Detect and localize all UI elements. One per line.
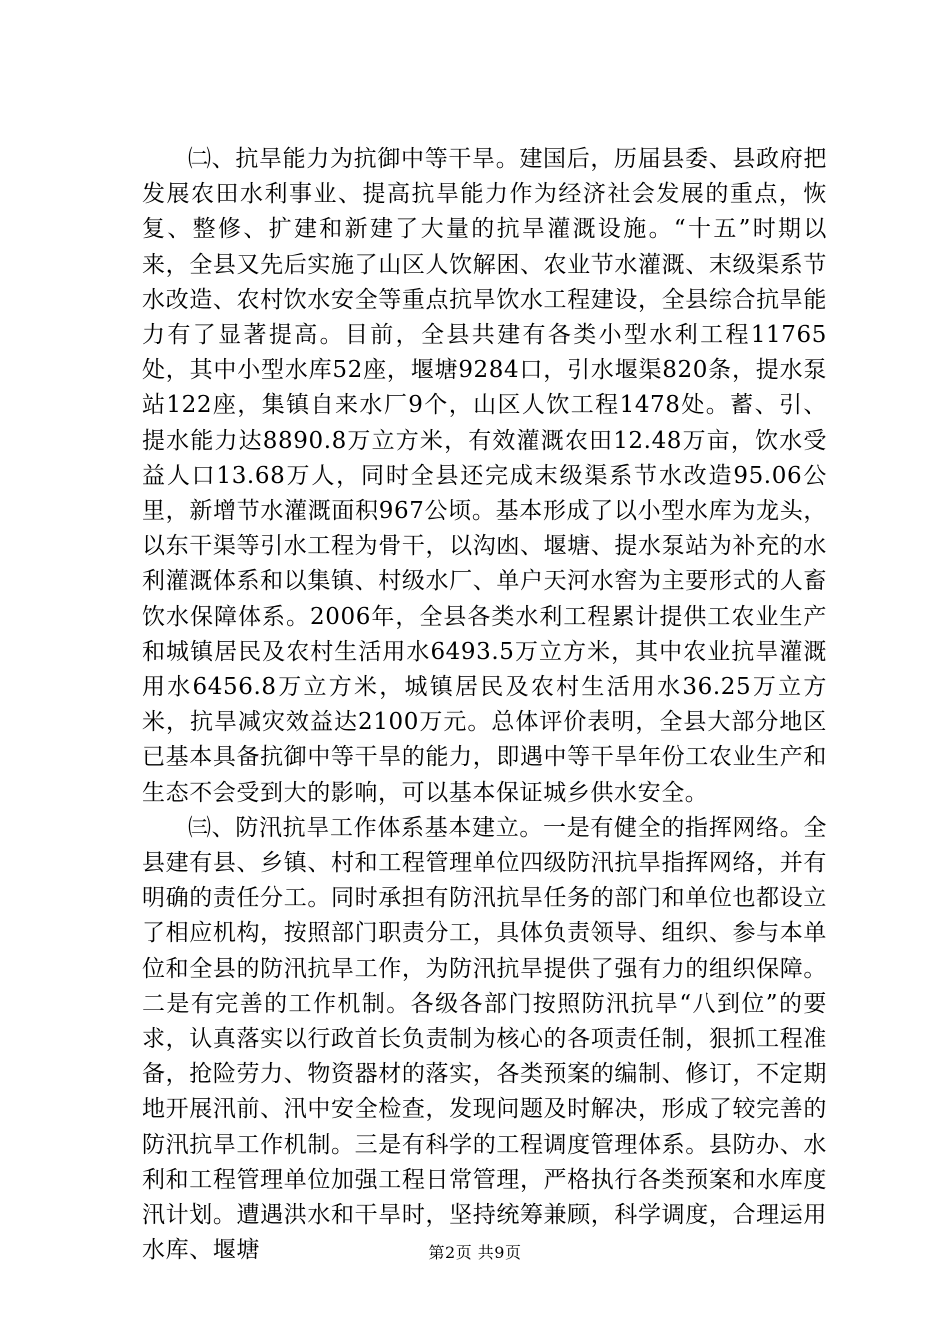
paragraph-flood-control-system: ㈢、防汛抗旱工作体系基本建立。一是有健全的指挥网络。全县建有县、乡镇、村和工程管理单位四级防汛抗旱指挥网络，并有明确的责任分工。同时承担有防汛抗旱任务的部门和单位也都设立了相应机构，按照部门职责分工，具体负责领导、组织、参与本单位和全县的防汛抗旱工作，为防汛抗旱提供了强有力的组织保障。二是有完善的工作机制。各级各部门按照防汛抗旱“八到位”的要求，认真落实以行政首长负责制为核心的各项责任制，狠抓工程准备，抢险劳力、物资器材的落实，各类预案的编制、修订，不定期地开展汛前、汛中安全检查，发现问题及时解决，形成了较完善的防汛抗旱工作机制。三是有科学的工程调度管理体系。县防办、水利和工程管理单位加强工程日常管理，严格执行各类预案和水库度汛计划。遭遇洪水和干旱时，坚持统筹兼顾，科学调度，合理运用水库、堰塘: [142, 814, 827, 1264]
document-body: [142, 142, 827, 1269]
paragraph-drought-capacity: ㈡、抗旱能力为抗御中等干旱。建国后，历届县委、县政府把发展农田水利事业、提高抗旱能力作为经济社会发展的重点，恢复、整修、扩建和新建了大量的抗旱灌溉设施。“十五”时期以来，全县又先后实施了山区人饮解困、农业节水灌溉、末级渠系节水改造、农村饮水安全等重点抗旱饮水工程建设，全县综合抗旱能力有了显著提高。目前，全县共建有各类小型水利工程11765处，其中小型水库52座，堰塘9284口，引水堰渠820条，提水泵站122座，集镇自来水厂9个，山区人饮工程1478处。蓄、引、提水能力达8890.8万立方米，有效灌溉农田12.48万亩，饮水受益人口13.68万人，同时全县还完成末级渠系节水改造95.06公里，新增节水灌溉面积967公顷。基本形成了以小型水库为龙头，以东干渠等引水工程为骨干，以沟凼、堰塘、提水泵站为补充的水利灌溉体系和以集镇、村级水厂、单户天河水窖为主要形式的人畜饮水保障体系。2006年，全县各类水利工程累计提供工农业生产和城镇居民及农村生活用水6493.5万立方米，其中农业抗旱灌溉用水6456.8万立方米，城镇居民及农村生活用水36.25万立方米，抗旱减灾效益达2100万元。总体评价表明，全县大部分地区已基本具备抗御中等干旱的能力，即遇中等干旱年份工农业生产和生态不会受到大的影响，可以基本保证城乡供水安全。: [142, 146, 827, 806]
page-number-footer: 第2页 共9页: [428, 1243, 522, 1262]
